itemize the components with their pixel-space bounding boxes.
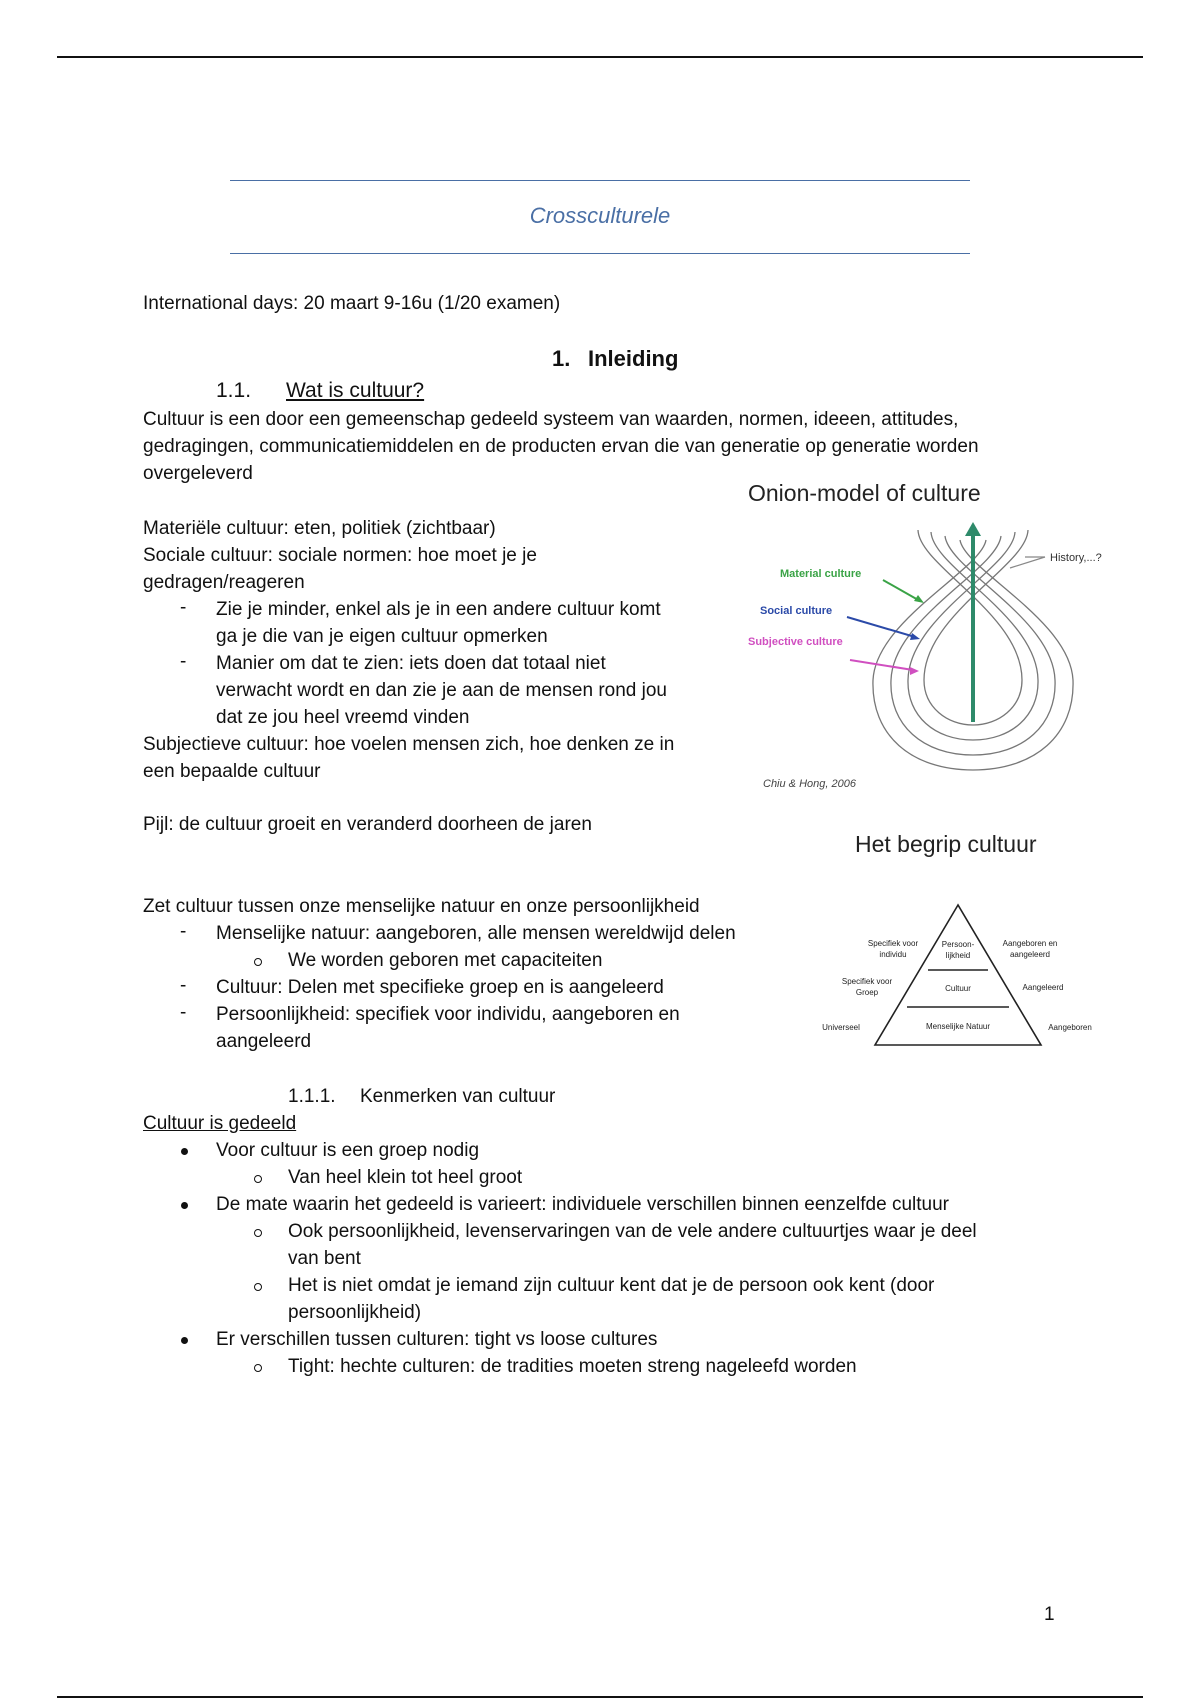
cultuur-is-gedeeld: Cultuur is gedeeld (143, 1113, 297, 1134)
list-item: Manier om dat te zien: iets doen dat totaal niet (216, 653, 606, 674)
heading-3-number: 1.1.1. (288, 1086, 336, 1107)
onion-title: Onion-model of culture (748, 480, 981, 506)
pyramid-bottom-label: Menselijke Natuur (925, 1022, 991, 1031)
list-item: verwacht wordt en dan zie je aan de mensen rond jou (216, 680, 667, 701)
list-item: ga je die van je eigen cultuur opmerken (216, 626, 548, 647)
social-culture-label: Social culture (760, 605, 833, 617)
material-culture-label: Material culture (780, 568, 862, 580)
pyramid-right-top: aangeleerd (1009, 950, 1051, 959)
onion-credit: Chiu & Hong, 2006 (763, 778, 856, 790)
circle-bullet (254, 1229, 262, 1237)
list-item: Zie je minder, enkel als je in een andere cultuur komt (216, 599, 661, 620)
list-item: Tight: hechte culturen: de tradities moeten streng nageleefd worden (288, 1356, 857, 1377)
subjective-culture-label: Subjective culture (748, 636, 843, 648)
list-item: van bent (288, 1248, 361, 1269)
bullet (181, 1148, 188, 1155)
circle-bullet (254, 1175, 262, 1183)
pyramid-left-mid: Groep (855, 988, 879, 997)
pyramid-left-bot: Universeel (822, 1023, 860, 1032)
list-item: Ook persoonlijkheid, levenservaringen van de vele andere cultuurtjes waar je deel (288, 1221, 977, 1242)
pyramid-top-label: lijkheid (945, 951, 971, 960)
list-item: Cultuur: Delen met specifieke groep en is aangeleerd (216, 977, 664, 998)
pyramid-left-top: Specifiek voor (867, 939, 919, 948)
circle-bullet (254, 958, 262, 966)
pyramid-top-label: Persoon- (941, 940, 975, 949)
subjectieve-cultuur: Subjectieve cultuur: hoe voelen mensen zich, hoe denken ze in (143, 734, 675, 755)
list-item: Voor cultuur is een groep nodig (216, 1140, 480, 1161)
pyramid-left-mid: Specifiek voor (841, 977, 893, 986)
list-item: Persoonlijkheid: specifiek voor individu, aangeboren en (216, 1004, 680, 1025)
sociale-cultuur: gedragen/reageren (143, 572, 305, 593)
pyramid-right-bot: Aangeboren (1048, 1023, 1092, 1032)
subjectieve-cultuur: een bepaalde cultuur (143, 761, 321, 782)
top-rule (57, 56, 1143, 58)
document-title: Crossculturele (529, 203, 671, 228)
history-label: History,...? (1050, 552, 1102, 564)
title-rule-bottom (230, 253, 970, 254)
heading-2-number: 1.1. (216, 379, 252, 402)
list-item: Van heel klein tot heel groot (288, 1167, 523, 1188)
list-item: Menselijke natuur: aangeboren, alle mensen wereldwijd delen (216, 923, 736, 944)
dash-marker: - (180, 921, 187, 942)
list-item: dat ze jou heel vreemd vinden (216, 707, 470, 728)
sociale-cultuur: Sociale cultuur: sociale normen: hoe moet je je (143, 545, 537, 566)
definition-line: gedragingen, communicatiemiddelen en de producten ervan die van generatie op generatie worden (143, 436, 979, 457)
onion-model-figure (735, 470, 1135, 800)
list-item: persoonlijkheid) (288, 1302, 422, 1323)
dash-marker: - (180, 975, 187, 996)
dash-marker: - (180, 1002, 187, 1023)
list-item: Het is niet omdat je iemand zijn cultuur kent dat je de persoon ook kent (door (288, 1275, 935, 1296)
title-rule-top (230, 180, 970, 181)
list-item: aangeleerd (216, 1031, 312, 1052)
list-item: De mate waarin het gedeeld is varieert: individuele verschillen binnen eenzelfde cultuur (216, 1194, 949, 1215)
dash-marker: - (180, 597, 187, 618)
dash-marker: - (180, 651, 187, 672)
circle-bullet (254, 1283, 262, 1291)
bullet (181, 1202, 188, 1209)
international-days: International days: 20 maart 9-16u (1/20 examen) (143, 293, 561, 314)
pyramid-right-top: Aangeboren en (1002, 939, 1058, 948)
list-item: We worden geboren met capaciteiten (288, 950, 603, 971)
heading-3: Kenmerken van cultuur (360, 1086, 556, 1107)
zet-cultuur: Zet cultuur tussen onze menselijke natuur en onze persoonlijkheid (143, 896, 700, 917)
page-number: 1 (1044, 1604, 1055, 1625)
definition-line: Cultuur is een door een gemeenschap gedeeld systeem van waarden, normen, ideeen, attitudes, (143, 409, 959, 430)
growth-arrow-head (965, 522, 981, 536)
list-item: Er verschillen tussen culturen: tight vs loose cultures (216, 1329, 658, 1350)
bullet (181, 1337, 188, 1344)
bottom-rule (57, 1696, 1143, 1698)
definition-line: overgeleverd (143, 463, 253, 484)
heading-1-number: 1. (552, 346, 571, 371)
heading-2: Wat is cultuur? (286, 379, 425, 402)
pyramid-title: Het begrip cultuur (855, 831, 1037, 857)
pyramid-right-mid: Aangeleerd (1022, 983, 1064, 992)
circle-bullet (254, 1364, 262, 1372)
pyramid-left-top: individu (879, 950, 907, 959)
heading-1: Inleiding (588, 346, 679, 371)
pyramid-figure (815, 825, 1105, 1055)
pijl-text: Pijl: de cultuur groeit en veranderd doorheen de jaren (143, 814, 592, 835)
pyramid-middle-label: Cultuur (945, 984, 971, 993)
materiele-cultuur: Materiële cultuur: eten, politiek (zichtbaar) (143, 518, 496, 539)
